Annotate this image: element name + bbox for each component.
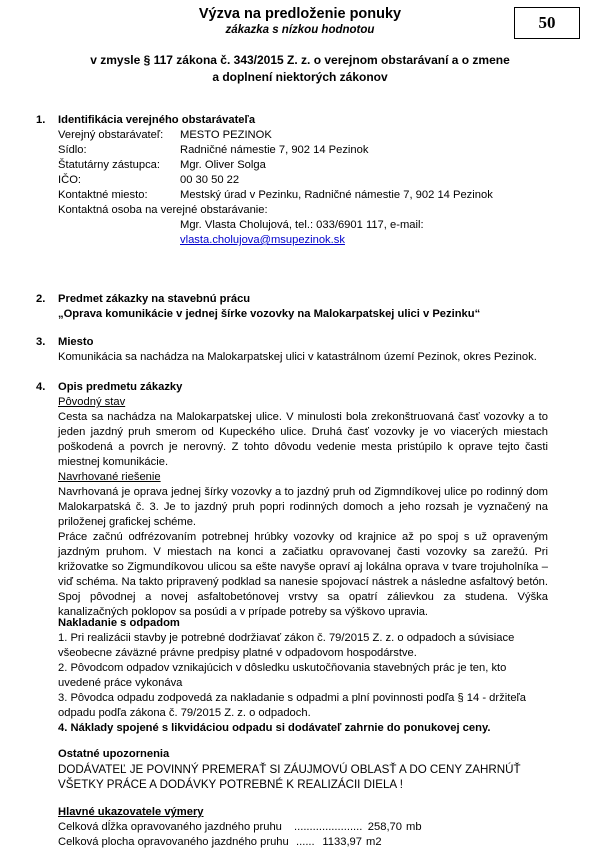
- legal-line-2: a doplnení niektorých zákonov: [212, 70, 388, 84]
- contracting-authority-row: [58, 128, 548, 143]
- proposed-solution-text-1: Navrhovaná je oprava jednej šírky vozovky a to jazdný pruh od Zigmndíkovej ulice po rodinný dom Malokarpatská č. 3. Je to jazdný pruh popri rodinných domoch a jeho rozsah je vyznačený na priloženej grafickej schéme.: [58, 486, 548, 528]
- location-text: Komunikácia sa nachádza na Malokarpatskej ulici v katastrálnom území Pezinok, okres Pezinok.: [58, 351, 537, 363]
- proposed-solution-title: Navrhované riešenie: [58, 471, 161, 483]
- section-4-title: Opis predmetu zákazky: [58, 381, 183, 393]
- section-4-number: 4.: [36, 381, 46, 393]
- contact-person-value: Mgr. Vlasta Cholujová, tel.: 033/6901 117, e-mail:: [180, 219, 424, 231]
- section-2-title: Predmet zákazky na stavebnú prácu: [58, 293, 251, 305]
- document-title: Výzva na predloženie ponuky: [198, 6, 402, 22]
- row-key: Verejný obstarávateľ:: [58, 129, 164, 141]
- row-key: Štatutárny zástupca:: [58, 159, 160, 171]
- waste-item-3: 3. Pôvodca odpadu zodpovedá za nakladanie s odpadmi a plní povinnosti podľa § 14 - držiteľa odpadu podľa zákona č. 79/2015 Z. z. o odpadoch.: [58, 692, 527, 719]
- legal-line-1: v zmysle § 117 zákona č. 343/2015 Z. z. o verejnom obstarávaní a o zmene: [90, 53, 510, 67]
- row-value: Radničné námestie 7, 902 14 Pezinok: [180, 144, 369, 156]
- row-key: Kontaktné miesto:: [58, 189, 148, 201]
- legal-basis: [40, 52, 560, 86]
- waste-item-1: 1. Pri realizácii stavby je potrebné dodržiavať zákon č. 79/2015 Z. z. o odpadoch a súvisiace všeobecne záväzné právne predpisy platné v odpadovom hospodárstve.: [58, 632, 515, 659]
- measure-dots: ......................: [294, 821, 363, 833]
- section-1-number: 1.: [36, 114, 46, 126]
- original-state-title: Pôvodný stav: [58, 396, 126, 408]
- section-3-number: 3.: [36, 336, 46, 348]
- row-value: MESTO PEZINOK: [180, 129, 272, 141]
- original-state-text: Cesta sa nachádza na Malokarpatskej ulice. V minulosti bola zrekonštruovaná časť vozovky a to jeden jazdný pruh smerom od Kupeckého ulice. Druhá časť vozovky je vo viacerých miestach poškodená a povrch je nerovný. Z tohto dôvodu vedenie mesta pristúpilo k oprave tejto časti miestnej komunikácie.: [58, 411, 548, 468]
- row-key: IČO:: [58, 174, 81, 186]
- section-2-number: 2.: [36, 293, 46, 305]
- measure-row-area: [58, 835, 548, 850]
- measures-section: [58, 805, 548, 850]
- row-value: Mestský úrad v Pezinku, Radničné námestie 7, 902 14 Pezinok: [180, 189, 493, 201]
- section-1: [58, 113, 548, 248]
- statutory-row: [58, 158, 548, 173]
- row-key: Sídlo:: [58, 144, 87, 156]
- waste-title: Nakladanie s odpadom: [58, 617, 180, 629]
- page-number-box: 50: [514, 7, 580, 39]
- ico-row: [58, 173, 548, 188]
- measure-row-length: [58, 820, 548, 835]
- row-value: Mgr. Oliver Solga: [180, 159, 266, 171]
- seat-row: [58, 143, 548, 158]
- email-link[interactable]: vlasta.cholujova@msupezinok.sk: [180, 234, 345, 246]
- row-value: 00 30 50 22: [180, 174, 240, 186]
- section-3: [58, 335, 548, 365]
- section-2: [58, 292, 548, 322]
- measure-value: 258,70: [367, 821, 402, 833]
- measures-title: Hlavné ukazovatele výmery: [58, 806, 204, 818]
- waste-item-4: 4. Náklady spojené s likvidáciou odpadu si dodávateľ zahrnie do ponukovej ceny.: [58, 722, 491, 734]
- measure-label: Celková dĺžka opravovaného jazdného pruhu: [58, 821, 282, 833]
- other-notices-section: [58, 747, 548, 792]
- measure-unit: m2: [366, 836, 382, 848]
- other-notices-title: Ostatné upozornenia: [58, 748, 170, 760]
- contact-person-label: Kontaktná osoba na verejné obstarávanie:: [58, 204, 268, 216]
- waste-section: [58, 616, 548, 736]
- measure-dots: ......: [296, 836, 315, 848]
- section-3-title: Miesto: [58, 336, 94, 348]
- section-1-title: Identifikácia verejného obstarávateľa: [58, 114, 256, 126]
- waste-item-2: 2. Pôvodcom odpadov vznikajúcich v dôsledku uskutočňovania stavebných prác je ten, kto uvedené práce vykonáva: [58, 662, 507, 689]
- document-subtitle: zákazka s nízkou hodnotou: [225, 24, 375, 36]
- other-notices-text: DODÁVATEĽ JE POVINNÝ PREMERAŤ SI ZÁUJMOVÚ OBLASŤ A DO CENY ZAHRNÚŤ VŠETKY PRÁCE A DODÁVKY POTREBNÉ K REALIZÁCII DIELA !: [58, 763, 521, 791]
- contract-subject: „Oprava komunikácie v jednej šírke vozovky na Malokarpatskej ulici v Pezinku“: [58, 308, 481, 320]
- contact-place-row: [58, 188, 548, 203]
- section-4: [58, 380, 548, 620]
- proposed-solution-text-2: Práce začnú odfrézovaním potrebnej hrúbky vozovky od krajnice až po spoj s už opraveným jazdným pruhom. V miestach na konci a začiatku opravovanej časti vozovky sa zarežú. Pri križovatke so Zigmundíkovou ulicou sa ešte navyše opraví aj lokálna oprava v tvare trojuholníka – viď schéma. Na takto pripravený podklad sa nanesie spojovací nástrek a následne asfaltový betón. Spoj pôvodnej a novej asfaltobetónovej vrstvy sa opatrí zálievkou za studena. Výška kanalizačných poklopov sa posúdi a v prípade potreby sa výškovo upravia.: [58, 531, 548, 618]
- measure-unit: mb: [406, 821, 422, 833]
- measure-label: Celková plocha opravovaného jazdného pruhu: [58, 836, 289, 848]
- measure-value: 1133,97: [322, 836, 362, 848]
